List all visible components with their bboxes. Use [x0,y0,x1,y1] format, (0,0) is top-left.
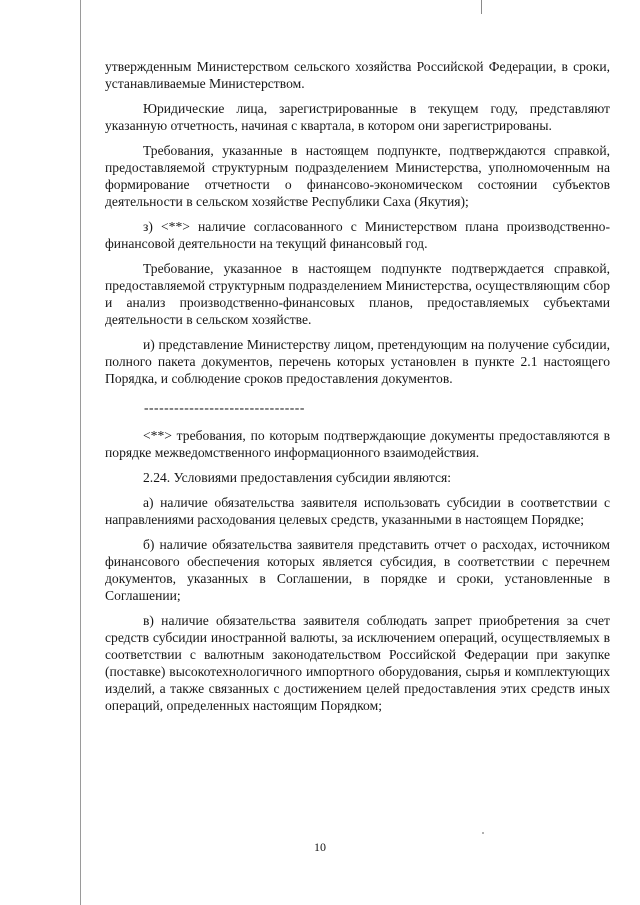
page-number: 10 [314,840,326,854]
condition-b: б) наличие обязательства заявителя представить отчет о расходах, источником финансового обеспечения которых является субсидия, в соответствии с перечнем документов, указанных в Соглашении, в порядке и сроки, установленные в Соглашении; [105,537,610,603]
document-body [105,58,610,714]
paragraph-requirements: Требования, указанные в настоящем подпункте, подтверждаются справкой, предоставляемой структурным подразделением Министерства, уполномоченным на формирование отчетности о финансово-экономическом состоянии субъектов деятельности в сельском хозяйстве Республики Саха (Якутия); [105,143,610,209]
paragraph-requirement-z: Требование, указанное в настоящем подпункте подтверждается справкой, предоставляемой структурным подразделением Министерства, осуществляющим сбор и анализ производственно-финансовых планов, предоставляемых субъектами деятельности в сельском хозяйстве. [105,261,610,327]
scan-speck [482,832,484,834]
footnote-separator: -------------------------------- [144,400,305,415]
paragraph-continuation: утвержденным Министерством сельского хозяйства Российской Федерации, в сроки, устанавливаемые Министерством. [105,59,610,91]
scan-mark [481,0,482,14]
paragraph-item-z: з) <**> наличие согласованного с Министерством плана производственно-финансовой деятельности на текущий финансовый год. [105,219,610,251]
condition-a: а) наличие обязательства заявителя использовать субсидии в соответствии с направлениями расходования целевых средств, указанными в настоящем Порядке; [105,495,610,527]
footnote: <**> требования, по которым подтверждающие документы предоставляются в порядке межведомственного информационного взаимодействия. [105,428,610,460]
condition-v: в) наличие обязательства заявителя соблюдать запрет приобретения за счет средств субсидии иностранной валюты, за исключением операций, осуществляемых в соответствии с валютным законодательством Российской Федерации при закупке (поставке) высокотехнологичного импортного оборудования, сырья и комплектующих изделий, а также связанных с достижением целей предоставления этих средств иных операций, определенных настоящим Порядком; [105,613,610,713]
paragraph-new-entities: Юридические лица, зарегистрированные в текущем году, представляют указанную отчетность, начиная с квартала, в котором они зарегистрированы. [105,101,610,133]
page-left-edge-line [80,0,81,905]
paragraph-item-i: и) представление Министерству лицом, претендующим на получение субсидии, полного пакета документов, перечень которых установлен в пункте 2.1 настоящего Порядка, и соблюдение сроков предоставления документов. [105,337,610,386]
section-heading: 2.24. Условиями предоставления субсидии являются: [143,470,452,485]
